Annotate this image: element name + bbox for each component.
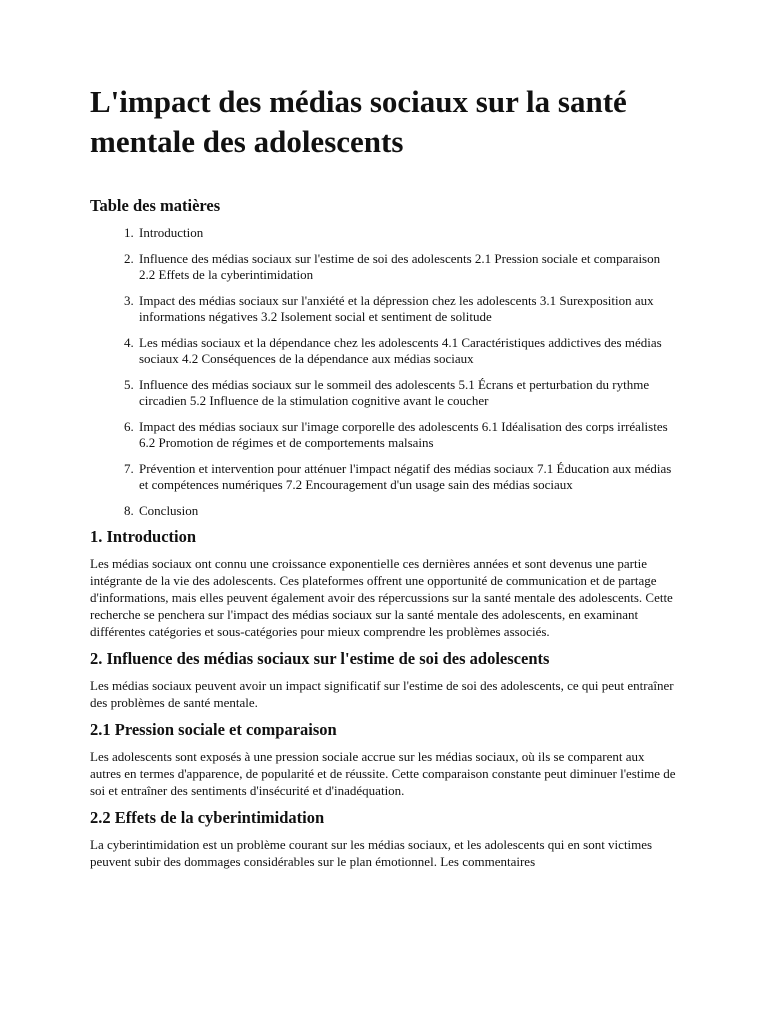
toc-item: 2. Influence des médias sociaux sur l'estime de soi des adolescents 2.1 Pression sociale et comparaison 2.2 Effets de la cyberintimidation: [137, 251, 678, 283]
toc-item: 3. Impact des médias sociaux sur l'anxiété et la dépression chez les adolescents 3.1 Surexposition aux informations négatives 3.2 Isolement social et sentiment de solitude: [137, 293, 678, 325]
document-title: L'impact des médias sociaux sur la santé mentale des adolescents: [90, 84, 627, 159]
subsection-paragraph-cyberbullying: La cyberintimidation est un problème courant sur les médias sociaux, et les adolescents qui en sont victimes peuvent subir des dommages considérables sur le plan émotionnel. Les commentaires: [90, 837, 653, 869]
section-heading-self-esteem: 2. Influence des médias sociaux sur l'estime de soi des adolescents: [90, 649, 550, 668]
toc-item: 4. Les médias sociaux et la dépendance chez les adolescents 4.1 Caractéristiques addictives des médias sociaux 4.2 Conséquences de la dépendance aux médias sociaux: [137, 335, 678, 367]
table-of-contents: [90, 225, 678, 519]
toc-item: 1. Introduction: [137, 225, 678, 241]
subsection-paragraph-social-pressure: Les adolescents sont exposés à une pression sociale accrue sur les médias sociaux, où ils se comparent aux autres en termes d'apparence, de popularité et de réussite. Cette comparaison constante peut diminuer l'estime de soi et entraîner des sentiments d'insécurité et d'inadéquation.: [90, 749, 676, 798]
toc-item: 5. Influence des médias sociaux sur le sommeil des adolescents 5.1 Écrans et perturbation du rythme circadien 5.2 Influence de la stimulation cognitive avant le coucher: [137, 377, 678, 409]
section-paragraph-self-esteem: Les médias sociaux peuvent avoir un impact significatif sur l'estime de soi des adolescents, ce qui peut entraîner des problèmes de santé mentale.: [90, 678, 674, 710]
section-paragraph-introduction: Les médias sociaux ont connu une croissance exponentielle ces dernières années et sont devenus une partie intégrante de la vie des adolescents. Ces plateformes offrent une opportunité de communication et de partage d'informations, mais elles peuvent également avoir des répercussions sur la santé mentale des adolescents. Cette recherche se penchera sur l'impact des médias sociaux sur la santé mentale des adolescents, en examinant différentes catégories et sous-catégories pour mieux comprendre les problèmes associés.: [90, 556, 673, 639]
section-heading-introduction: 1. Introduction: [90, 527, 197, 546]
toc-item: 7. Prévention et intervention pour atténuer l'impact négatif des médias sociaux 7.1 Éducation aux médias et compétences numériques 7.2 Encouragement d'un usage sain des médias sociaux: [137, 461, 678, 493]
subsection-heading-social-pressure: 2.1 Pression sociale et comparaison: [90, 720, 337, 739]
toc-item: 8. Conclusion: [137, 503, 678, 519]
subsection-heading-cyberbullying: 2.2 Effets de la cyberintimidation: [90, 808, 325, 827]
toc-item: 6. Impact des médias sociaux sur l'image corporelle des adolescents 6.1 Idéalisation des corps irréalistes 6.2 Promotion de régimes et de comportements malsains: [137, 419, 678, 451]
toc-heading: Table des matières: [90, 196, 221, 215]
